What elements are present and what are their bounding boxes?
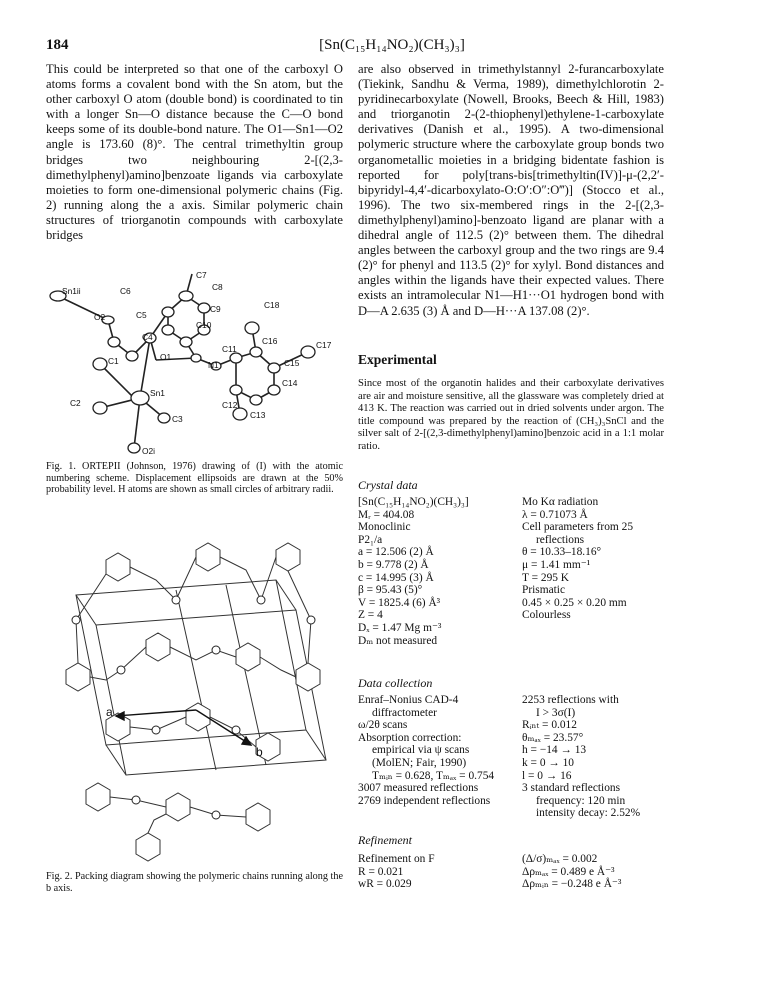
dc-left-line: (MolEN; Fair, 1990) (372, 756, 467, 769)
dc-left-line: empirical via ψ scans (372, 744, 470, 757)
cd-right-line: Colourless (522, 609, 571, 622)
label-c9: C9 (210, 304, 221, 314)
cd-right-line: Prismatic (522, 584, 566, 597)
fig2-caption: Fig. 2. Packing diagram showing the polymeric chains running along the b axis. (46, 871, 343, 894)
dc-left-line: 2769 independent reflections (358, 794, 491, 807)
label-c14: C14 (282, 378, 298, 388)
label-o1: O1 (160, 352, 172, 362)
label-c6: C6 (120, 286, 131, 296)
cd-left-line: Z = 4 (358, 609, 383, 622)
dc-right-line: intensity decay: 2.52% (536, 807, 641, 820)
left-column-text (46, 62, 343, 243)
dc-left-line: Absorption correction: (358, 731, 462, 744)
cd-left-line: Dₓ = 1.47 Mg m⁻³ (358, 621, 442, 634)
cd-left-line: P2₁/a (358, 533, 383, 546)
cd-right-line: θ = 10.33–18.16° (522, 546, 602, 559)
cd-left-line: [Sn(C₁₅H₁₄NO₂)(CH₃)₃] (358, 496, 469, 508)
label-n1: N1 (208, 360, 219, 370)
experimental-heading: Experimental (358, 352, 437, 367)
label-c18: C18 (264, 300, 280, 310)
data-collection-right (522, 694, 682, 820)
dc-right-line: l = 0 → 16 (522, 769, 572, 782)
dc-left-line: diffractometer (372, 706, 437, 719)
fig1-ortep-drawing (46, 268, 346, 458)
cd-left-line: V = 1825.4 (6) Å³ (358, 596, 441, 609)
cd-left-line: Mᵣ = 404.08 (358, 508, 415, 521)
ref-left-line: wR = 0.029 (358, 878, 412, 891)
dc-left-line: ω/2θ scans (358, 719, 408, 732)
data-collection-heading: Data collection (358, 676, 433, 690)
experimental-text: Since most of the organotin halides and their carboxylate derivatives are air and moisture sensitive, all the glassware was completely dried at 413 K. The reaction was carried out in dried solvents under argon. The title compound was prepared by the reaction of (CH₃)₃SnCl and the silver salt of 2-[(2,3-dimethylphenyl)amino]benzoic acid in a 1:1 molar ratio. (358, 378, 664, 452)
label-c5: C5 (136, 310, 147, 320)
refinement-left (358, 853, 518, 891)
running-title: [Sn(C₁₅H₁₄NO₂)(CH₃)₃] (319, 37, 465, 53)
cd-left-line: c = 14.995 (3) Å (358, 571, 434, 584)
label-c16: C16 (262, 336, 278, 346)
cd-right-line: reflections (536, 533, 585, 546)
cd-left-line: a = 12.506 (2) Å (358, 546, 434, 559)
label-sn1ii: Sn1ii (62, 286, 81, 296)
dc-right-line: I > 3σ(I) (536, 706, 576, 719)
label-c7: C7 (196, 270, 207, 280)
cd-right-line: 0.45 × 0.25 × 0.20 mm (522, 596, 627, 609)
ref-right-line: Δρₘₐₓ = 0.489 e Å⁻³ (522, 865, 615, 878)
dc-right-line: k = 0 → 10 (522, 756, 574, 769)
label-c2: C2 (70, 398, 81, 408)
label-c8: C8 (212, 282, 223, 292)
label-sn1: Sn1 (150, 388, 165, 398)
dc-right-line: Rᵢₙₜ = 0.012 (522, 719, 577, 732)
axis-label-a: a (106, 705, 113, 719)
label-o2i: O2i (142, 446, 156, 456)
cd-left-line: Dₘ not measured (358, 634, 438, 647)
label-c13: C13 (250, 410, 266, 420)
right-paragraph: are also observed in trimethylstannyl 2-furancarboxylate (Tiekink, Sandhu & Verma, 1989), dimethylchlorotin 2-pyridinecarboxylate (Nowell, Brooks, Beech & Hill, 1983) and triorganotin 2-(2-thiophenyl)ethylene-1-carboxylate derivatives (Danish et al., 1995). A two-dimensional polymeric structure where the carboxylate group bonds two organometallic moieties in a bridging bidentate fashion is reported for poly[trans-bis[trimethyltin(IV)]-μ-(2,2′-bipyridyl-4,4′-dicarboxylato-O:O′:O″:O‴)] (Stocco et al., 1996). The two six-membered rings in the 2-[(2,3-dimethylphenyl)amino]-benzoato ligand are planar with a dihedral angle of 112.5 (2)° between them. The dihedral angles between the carboxyl group and the two rings are 9.4 (2)° for phenyl and 113.5 (2)° for xylyl. Bond distances and angles within the ligands have their expected values. There exists an intramolecular N1—H1···O1 hydrogen bond with D—A 2.635 (3) Å and D—H···A 137.08 (2)°. (358, 62, 664, 318)
cd-left-line: Monoclinic (358, 521, 411, 534)
crystal-data-heading: Crystal data (358, 478, 418, 492)
left-paragraph: This could be interpreted so that one of the carboxyl O atoms forms a covalent bond with the Sn atom, but the other carboxyl O atom (double bond) is coordinated to tin with a longer Sn—O distance because the C—O bond keeps some of its double-bond nature. The O1—Sn1—O2 angle is 173.60 (8)°. The central trimethyltin group bridges two neighbouring 2-[(2,3-dimethylphenyl)amino]benzoate ligands via carboxylate moieties to form one-dimensional polymeric chains (Fig. 2) running along the a axis. Similar polymeric chain structures of triorganotin compounds with carboxylate bridges (46, 62, 343, 243)
fig2-packing-diagram (46, 520, 346, 865)
cd-right-line: Cell parameters from 25 (522, 521, 634, 534)
label-c11: C11 (222, 344, 237, 354)
axis-label-b: b (256, 745, 263, 759)
cd-left-line: β = 95.43 (5)° (358, 584, 423, 597)
right-column-text (358, 62, 664, 319)
refinement-right (522, 853, 682, 891)
label-c17: C17 (316, 340, 332, 350)
dc-right-line: 3 standard reflections (522, 782, 621, 795)
ref-right-line: (Δ/σ)ₘₐₓ = 0.002 (522, 853, 598, 865)
label-c1: C1 (108, 356, 119, 366)
data-collection-left (358, 694, 518, 807)
ref-left-line: R = 0.021 (358, 865, 404, 878)
cd-right-line: λ = 0.71073 Å (522, 508, 588, 521)
dc-right-line: frequency: 120 min (536, 794, 626, 807)
dc-left-line: Tₘᵢₙ = 0.628, Tₘₐₓ = 0.754 (372, 769, 495, 782)
cd-right-line: Mo Kα radiation (522, 496, 599, 508)
crystal-data-left (358, 496, 518, 647)
cd-right-line: μ = 1.41 mm⁻¹ (522, 558, 591, 571)
cd-right-line: T = 295 K (522, 571, 570, 584)
dc-left-line: 3007 measured reflections (358, 782, 479, 795)
refinement-heading: Refinement (358, 833, 412, 847)
label-o2: O2 (94, 312, 106, 322)
fig1-caption: Fig. 1. ORTEPII (Johnson, 1976) drawing of (I) with the atomic numbering scheme. Displacement ellipsoids are drawn at the 50% probability level. H atoms are shown as small circles of arbitrary radii. (46, 461, 343, 496)
label-c4: C4 (142, 332, 153, 342)
crystal-data-right (522, 496, 682, 622)
ref-right-line: Δρₘᵢₙ = −0.248 e Å⁻³ (522, 878, 622, 891)
label-c10: C10 (196, 320, 212, 330)
dc-right-line: 2253 reflections with (522, 694, 619, 706)
ref-left-line: Refinement on F (358, 853, 435, 865)
label-c12: C12 (222, 400, 238, 410)
dc-left-line: Enraf–Nonius CAD-4 (358, 694, 459, 706)
label-c3: C3 (172, 414, 183, 424)
cd-left-line: b = 9.778 (2) Å (358, 558, 429, 571)
label-c15: C15 (284, 358, 300, 368)
page-number: 184 (46, 37, 69, 53)
dc-right-line: h = −14 → 13 (522, 744, 587, 757)
dc-right-line: θₘₐₓ = 23.57° (522, 731, 584, 744)
